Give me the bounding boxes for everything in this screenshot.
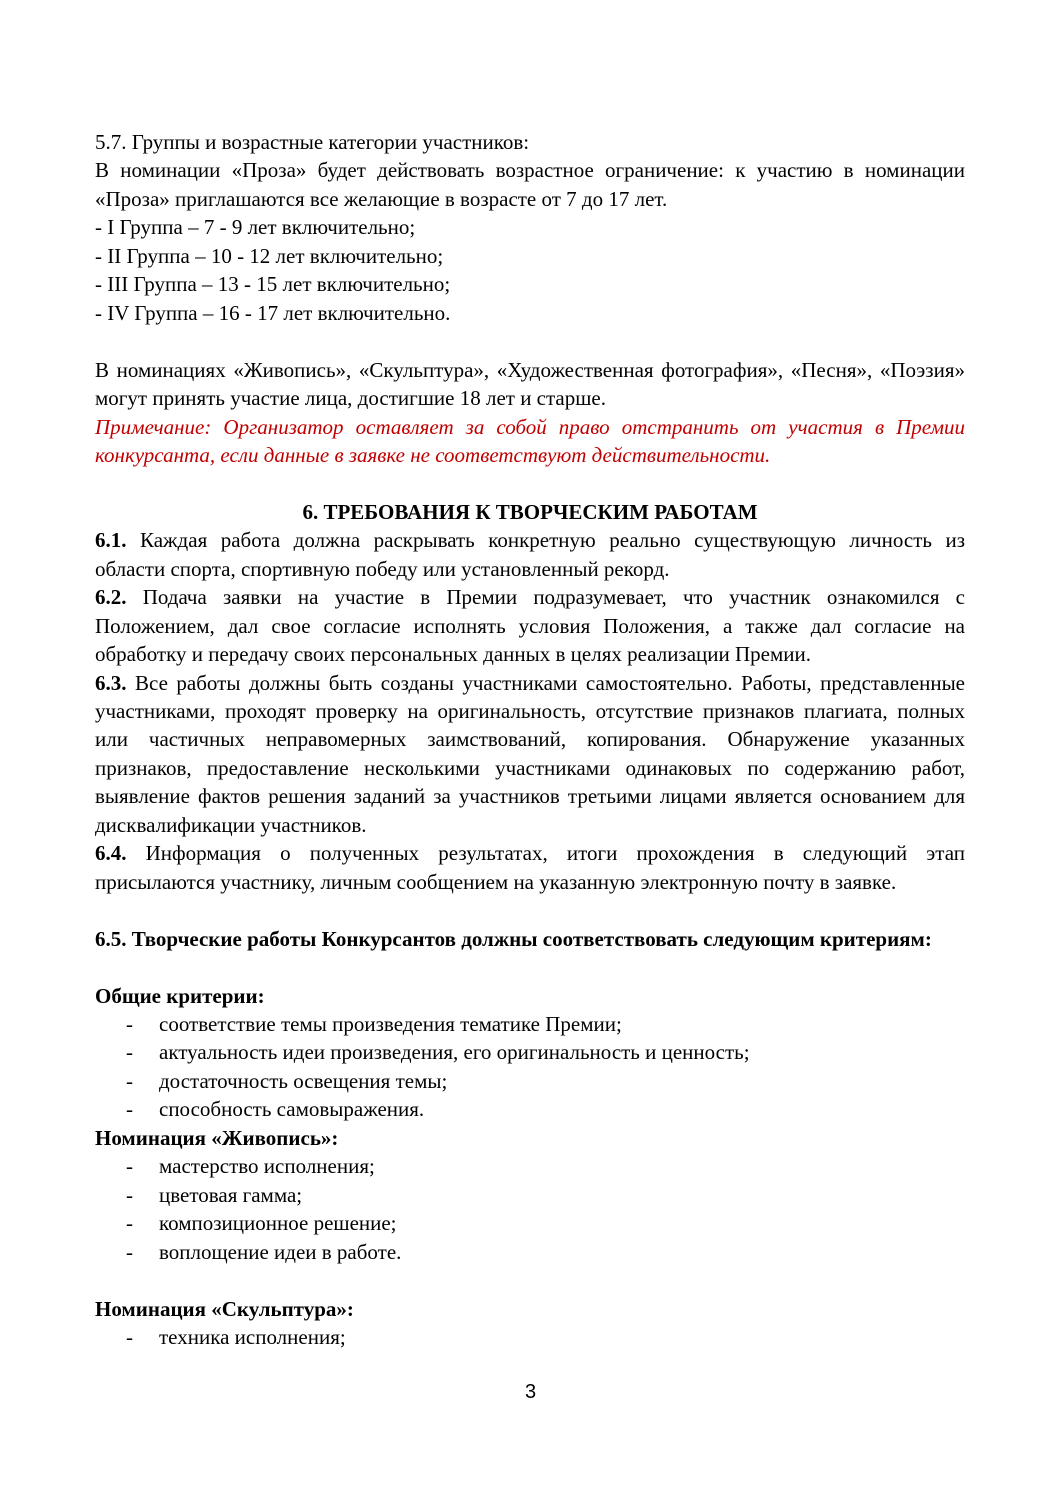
bullet-text: способность самовыражения. <box>159 1097 425 1122</box>
age-group-line: - IV Группа – 16 - 17 лет включительно. <box>95 300 451 325</box>
note-text: Примечание: Организатор оставляет за собой право отстранить от участия в Премии конкурсанта, если данные в заявке не соответствуют действительности. <box>95 414 965 467</box>
bullet-dash: - <box>126 1211 133 1236</box>
blank-line <box>95 953 965 981</box>
bullet-text: соответствие темы произведения тематике Премии; <box>159 1011 622 1036</box>
list-item <box>95 1209 965 1237</box>
list-item <box>95 1010 965 1038</box>
bullet-dash: - <box>126 1324 133 1349</box>
bullet-dash: - <box>126 1097 133 1122</box>
list-item <box>95 1067 965 1095</box>
list-item <box>95 1038 965 1066</box>
paragraph-number: 6.4. <box>95 841 127 866</box>
nomination-sculpture-title: Номинация «Скульптура»: <box>95 1296 354 1321</box>
bullet-dash: - <box>126 1068 133 1093</box>
blank-line <box>95 1266 965 1294</box>
bullet-text: цветовая гамма; <box>159 1182 303 1207</box>
paragraph-5-7-title: 5.7. Группы и возрастные категории участников: <box>95 130 530 154</box>
section-6-heading: 6. ТРЕБОВАНИЯ К ТВОРЧЕСКИМ РАБОТАМ <box>302 499 758 524</box>
bullet-dash: - <box>126 1040 133 1065</box>
paragraph-number: 6.1. <box>95 528 127 553</box>
paragraph-6-3 <box>95 669 965 840</box>
list-item <box>95 1181 965 1209</box>
general-criteria-title: Общие критерии: <box>95 983 265 1008</box>
bullet-dash: - <box>126 1239 133 1264</box>
paragraph-text: Каждая работа должна раскрывать конкретную реально существующую личность из области спорта, спортивную победу или установленный рекорд. <box>95 528 966 581</box>
list-item <box>95 1323 965 1351</box>
nomination-painting-title: Номинация «Живопись»: <box>95 1125 339 1150</box>
paragraph-6-4 <box>95 839 965 896</box>
bullet-text: достаточность освещения темы; <box>159 1068 448 1093</box>
age-group-line: - I Группа – 7 - 9 лет включительно; <box>95 215 416 240</box>
paragraph-5-7-intro: В номинации «Проза» будет действовать возрастное ограничение: к участию в номинации «Проза» приглашаются все желающие в возрасте от 7 до 17 лет. <box>95 158 965 211</box>
blank-line <box>95 896 965 924</box>
paragraph-text: Информация о полученных результатах, итоги прохождения в следующий этап присылаются участнику, личным сообщением на указанную электронную почту в заявке. <box>95 841 965 894</box>
paragraph-number: 6.2. <box>95 585 127 610</box>
bullet-text: актуальность идеи произведения, его оригинальность и ценность; <box>159 1040 750 1065</box>
age-group-line: - III Группа – 13 - 15 лет включительно; <box>95 272 451 297</box>
bullet-text: воплощение идеи в работе. <box>159 1239 402 1264</box>
paragraph-6-5-criteria-heading: 6.5. Творческие работы Конкурсантов должны соответствовать следующим критериям: <box>95 926 932 951</box>
paragraph-text: Подача заявки на участие в Премии подразумевает, что участник ознакомился с Положением, дал свое согласие исполнять условия Положения, а также дал согласие на обработку и передачу своих персональных данных в целях реализации Премии. <box>95 585 965 667</box>
bullet-dash: - <box>126 1182 133 1207</box>
paragraph-number: 6.3. <box>95 670 127 695</box>
bullet-dash: - <box>126 1011 133 1036</box>
blank-line <box>95 327 965 355</box>
bullet-text: мастерство исполнения; <box>159 1154 375 1179</box>
paragraph-6-2 <box>95 583 965 668</box>
list-item <box>95 1095 965 1123</box>
list-item <box>95 1238 965 1266</box>
bullet-dash: - <box>126 1154 133 1179</box>
paragraph-text: Все работы должны быть созданы участниками самостоятельно. Работы, представленные участниками, проходят проверку на оригинальность, отсутствие признаков плагиата, полных или частичных неправомерных заимствований, копирования. Обнаружение указанных признаков, предоставление несколькими участниками одинаковых по содержанию работ, выявление фактов решения заданий за участников третьими лицами является основанием для дисквалификации участников. <box>95 670 966 837</box>
age-group-line: - II Группа – 10 - 12 лет включительно; <box>95 243 444 268</box>
paragraph-nominations: В номинациях «Живопись», «Скульптура», «Художественная фотография», «Песня», «Поэзия» могут принять участие лица, достигшие 18 лет и старше. <box>95 357 965 411</box>
list-item <box>95 1152 965 1180</box>
bullet-text: техника исполнения; <box>159 1324 346 1349</box>
bullet-text: композиционное решение; <box>159 1211 397 1236</box>
blank-line <box>95 469 965 497</box>
paragraph-6-1 <box>95 526 965 583</box>
page-number: 3 <box>524 1381 537 1403</box>
